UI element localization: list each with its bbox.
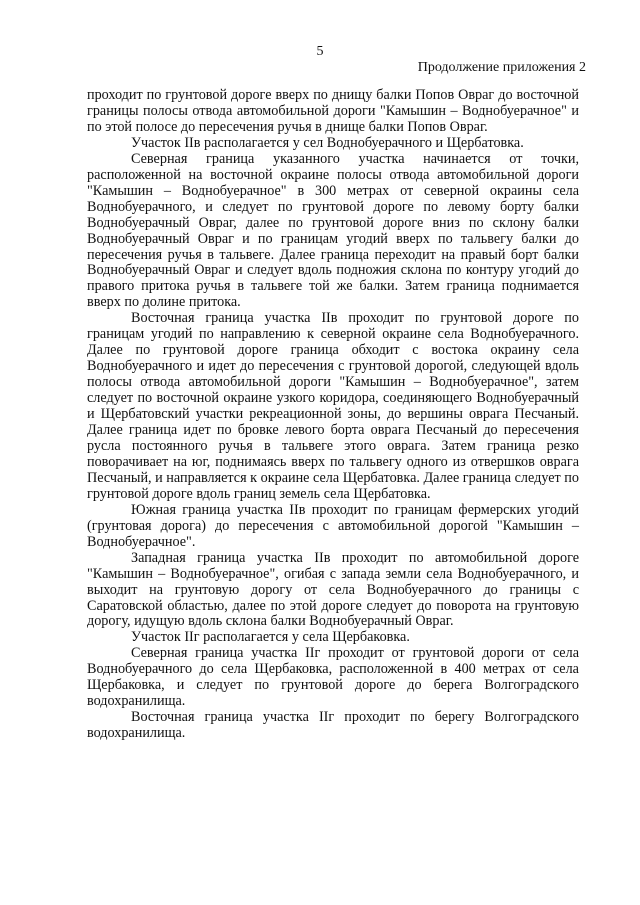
page-number: 5 xyxy=(316,44,324,59)
document-body xyxy=(87,88,579,742)
paragraph-iig-east-border: Восточная граница участка IIг проходит по берегу Волгоградского водохранилища. xyxy=(87,709,579,742)
paragraph-iiv-east-border: Восточная граница участка IIв проходит по грунтовой дороге по границам угодий по направлению к северной окраине села Воднобуерачного. Далее по грунтовой дороге граница обходит с востока окраину села Воднобуерачного и идет до пересечения с грунтовой дорогой, следующей вдоль полосы отвода автомобильной дороги "Камышин – Воднобуерачное", затем следует по восточной окраине узкого коридора, соединяющего Воднобуерачный и Щербатовский участки рекреационной зоны, до вершины оврага Песчаный. Далее граница идет по бровке левого борта оврага Песчаный до пересечения русла постоянного ручья в тальвеге этого оврага. Затем граница резко поворачивает на юг, поднимаясь вверх по тальвегу одного из отвершков оврага Песчаный, и направляется к окраине села Щербатовка. Далее граница следует по грунтовой дороге вдоль границ земель села Щербатовка. xyxy=(87,310,579,502)
paragraph-iig-north-border: Северная граница участка IIг проходит от грунтовой дороги от села Воднобуерачного до села Щербаковка, расположенной в 400 метрах от села Щербаковка, и следует по грунтовой дороге до берега Волгоградского водохранилища. xyxy=(87,645,579,710)
appendix-continuation-note: Продолжение приложения 2 xyxy=(417,60,586,75)
paragraph-iiv-north-border: Северная граница указанного участка начинается от точки, расположенной на восточной окраине полосы отвода автомобильной дороги "Камышин – Воднобуерачное" в 300 метрах от северной окраины села Воднобуерачного, и следует по грунтовой дороге по левому борту балки Воднобуерачный Овраг, далее по грунтовой дороге вниз по склону балки Воднобуерачный Овраг и по границам угодий вверх по тальвегу балки до пересечения ручья в тальвеге. Далее граница переходит на правый борт балки Воднобуерачный Овраг и следует вдоль подножия склона по контуру угодий до правого притока ручья в тальвеге той же балки. Затем граница поднимается вверх по долине притока. xyxy=(87,150,579,311)
paragraph-section-iiv-location: Участок IIв располагается у сел Воднобуерачного и Щербатовка. xyxy=(131,134,524,151)
paragraph-continuation: проходит по грунтовой дороге вверх по днищу балки Попов Овраг до восточной границы полосы отвода автомобильной дороги "Камышин – Воднобуерачное" и по этой полосе до пересечения ручья в днище балки Попов Овраг. xyxy=(87,87,579,135)
paragraph-iiv-west-border: Западная граница участка IIв проходит по автомобильной дороге "Камышин – Воднобуерачное", огибая с запада земли села Воднобуерачного, и выходит на грунтовую дорогу от села Воднобуерачного до границы с Саратовской областью, далее по этой дороге следует до поворота на грунтовую дорогу, идущую вдоль склона балки Воднобуерачный Овраг. xyxy=(87,549,579,630)
paragraph-section-iig-location: Участок IIг располагается у села Щербаковка. xyxy=(131,629,410,646)
paragraph-iiv-south-border: Южная граница участка IIв проходит по границам фермерских угодий (грунтовая дорога) до пересечения с автомобильной дорогой "Камышин – Воднобуерачное". xyxy=(87,501,579,550)
